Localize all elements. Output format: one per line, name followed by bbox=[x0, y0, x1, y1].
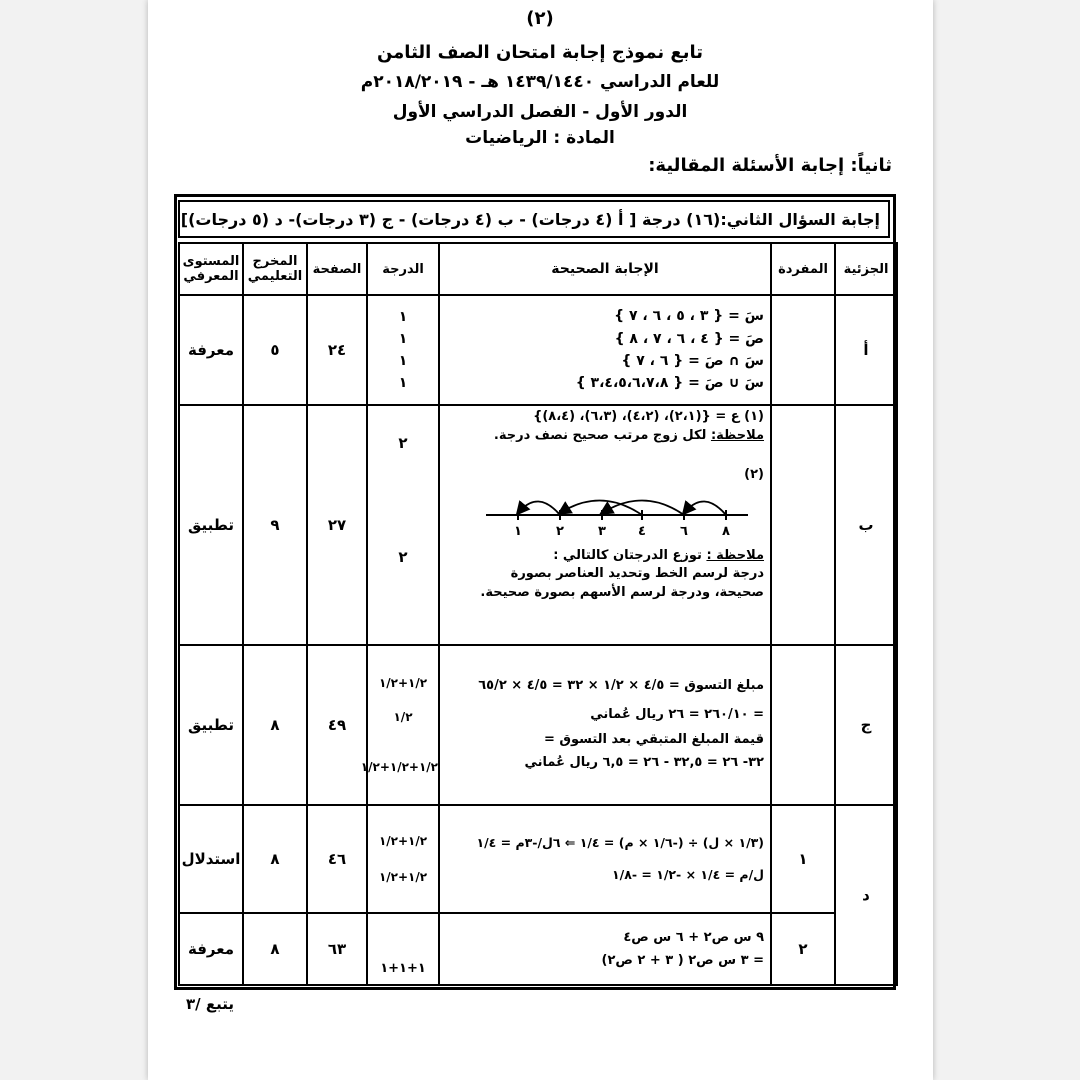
answer-cell bbox=[439, 645, 771, 805]
arrow-8-to-4 bbox=[684, 501, 726, 515]
item-cell: ١ bbox=[771, 805, 835, 913]
answer-line: قيمة المبلغ المتبقي بعد التسوق = bbox=[543, 731, 764, 747]
part-cell: ب bbox=[835, 405, 897, 645]
page-number: (٢) bbox=[526, 8, 554, 29]
part-cell: ج bbox=[835, 645, 897, 805]
grade-value: ١ bbox=[398, 331, 408, 347]
answer-line: مبلغ التسوق = ٤/٥ × ١/٢ × ٣٢ = ٤/٥ × ٦٥/٢ bbox=[478, 678, 764, 694]
grade-value: ١/٢+١/٢ bbox=[378, 834, 428, 848]
table-row bbox=[179, 913, 897, 985]
grade-value: ١ bbox=[398, 309, 408, 325]
grade-cell bbox=[367, 295, 439, 405]
number-line-label: ١ bbox=[514, 523, 522, 537]
grade-value: ١ bbox=[398, 375, 408, 391]
section-title: ثانياً: إجابة الأسئلة المقالية: bbox=[648, 155, 892, 176]
outcome-cell: ٨ bbox=[243, 645, 307, 805]
level-cell: معرفة bbox=[179, 913, 243, 985]
answer-table bbox=[178, 242, 898, 986]
number-line-label: ٢ bbox=[556, 523, 564, 537]
answer-cell bbox=[439, 405, 771, 645]
answer-line: صَ = { ٤ ، ٦ ، ٧ ، ٨ } bbox=[614, 330, 764, 347]
item-cell bbox=[771, 405, 835, 645]
col-item: المفردة bbox=[771, 243, 835, 295]
grade-value: ١/٢+١/٢ bbox=[378, 676, 428, 690]
table-header-row bbox=[179, 243, 897, 295]
number-line-label: ٦ bbox=[680, 523, 688, 537]
outcome-cell: ٩ bbox=[243, 405, 307, 645]
grade-cell bbox=[367, 405, 439, 645]
level-cell: استدلال bbox=[179, 805, 243, 913]
col-outcome: المخرج التعليمي bbox=[243, 243, 307, 295]
table-row bbox=[179, 405, 897, 645]
part-cell: أ bbox=[835, 295, 897, 405]
item-cell bbox=[771, 645, 835, 805]
level-cell: معرفة bbox=[179, 295, 243, 405]
level-cell: تطبيق bbox=[179, 645, 243, 805]
page-cell: ٢٤ bbox=[307, 295, 367, 405]
grade-cell bbox=[367, 805, 439, 913]
page-cell: ٤٦ bbox=[307, 805, 367, 913]
col-part: الجزئية bbox=[835, 243, 897, 295]
answer-line: سَ ∪ صَ = { ٣،٤،٥،٦،٧،٨ } bbox=[575, 375, 764, 392]
grade-value: ١/٢+١/٢+١/٢ bbox=[360, 760, 438, 774]
grade-value: ٢ bbox=[398, 548, 408, 566]
answer-relation: (١) ع = {(٢،١)، (٤،٢)، (٦،٣)، (٨،٤)} bbox=[533, 409, 764, 424]
page-cell: ٤٩ bbox=[307, 645, 367, 805]
answer-cell bbox=[439, 913, 771, 985]
number-line-label: ٤ bbox=[638, 523, 646, 537]
outcome-cell: ٥ bbox=[243, 295, 307, 405]
number-line-label: ٣ bbox=[598, 523, 606, 537]
col-level: المستوى المعرفي bbox=[179, 243, 243, 295]
number-line-svg bbox=[446, 485, 764, 537]
note-label: ملاحظة: bbox=[710, 427, 764, 443]
answer-line: (١/٣ × ل) ÷ (-١/٦ × م) = ١/٤ ⇐ ٦ل/-٣م = ١/٤ bbox=[476, 834, 764, 850]
answer-line: سَ ∩ صَ = { ٦ ، ٧ } bbox=[621, 353, 764, 369]
grade-cell bbox=[360, 645, 439, 805]
exam-title: تابع نموذج إجابة امتحان الصف الثامن bbox=[376, 42, 704, 63]
answer-number: (٢) bbox=[744, 466, 764, 482]
answer-line: ٩ س ص٢ + ٦ س ص٤ bbox=[623, 929, 764, 945]
answer-line: ل/م = ١/٤ × -١/٢ = -١/٨ bbox=[612, 867, 764, 882]
grade-value: ١+١+١ bbox=[380, 961, 426, 976]
outcome-cell: ٨ bbox=[243, 805, 307, 913]
grade-value: ١/٢+١/٢ bbox=[378, 870, 428, 884]
part-cell: د bbox=[835, 805, 897, 985]
answer-cell bbox=[439, 295, 771, 405]
table-row bbox=[179, 805, 897, 913]
page-cell: ٦٣ bbox=[307, 913, 367, 985]
page-cell: ٢٧ bbox=[307, 405, 367, 645]
note-label: ملاحظة : bbox=[706, 547, 764, 563]
col-page: الصفحة bbox=[307, 243, 367, 295]
item-cell bbox=[771, 295, 835, 405]
grade-value: ١/٢ bbox=[393, 710, 413, 724]
col-grade: الدرجة bbox=[367, 243, 439, 295]
note-text: توزع الدرجتان كالتالي : bbox=[553, 547, 702, 563]
answer-cell bbox=[439, 805, 771, 913]
grade-value: ١ bbox=[398, 353, 408, 369]
answer-line: = ٣ س ص٢ ( ٣ + ٢ ص٢) bbox=[601, 953, 764, 968]
number-line-diagram bbox=[446, 485, 764, 537]
answer-line: = ٢٦٠/١٠ = ٢٦ ريال عُماني bbox=[590, 706, 764, 722]
table-row bbox=[179, 645, 897, 805]
answer-line: سَ = { ٣ ، ٥ ، ٦ ، ٧ } bbox=[614, 308, 764, 325]
question-title: إجابة السؤال الثاني:(١٦) درجة [ أ (٤ درجات) - ب (٤ درجات) - ج (٣ درجات)- د (٥ درجات)] bbox=[178, 200, 890, 238]
arrow-2-to-1 bbox=[518, 501, 560, 515]
note-text: صحيحة، ودرجة لرسم الأسهم بصورة صحيحة. bbox=[480, 585, 764, 601]
exam-session: الدور الأول - الفصل الدراسي الأول bbox=[392, 102, 688, 122]
level-cell: تطبيق bbox=[179, 405, 243, 645]
item-cell: ٢ bbox=[771, 913, 835, 985]
answer-line: ٣٢- ٢٦ = ٣٢,٥ - ٢٦ = ٦,٥ ريال عُماني bbox=[524, 755, 764, 771]
continue-footer: يتبع /٣ bbox=[186, 995, 234, 1013]
outcome-cell: ٨ bbox=[243, 913, 307, 985]
subject-line: المادة : الرياضيات bbox=[465, 128, 615, 148]
number-line-label: ٨ bbox=[722, 523, 730, 537]
grade-cell bbox=[367, 913, 439, 985]
table-row bbox=[179, 295, 897, 405]
note-text: لكل زوج مرتب صحيح نصف درجة. bbox=[493, 427, 707, 443]
grade-value: ٢ bbox=[398, 434, 408, 452]
col-answer: الإجابة الصحيحة bbox=[439, 243, 771, 295]
note-text: درجة لرسم الخط وتحديد العناصر بصورة bbox=[510, 566, 764, 582]
academic-year: للعام الدراسي ١٤٣٩/١٤٤٠ هـ - ٢٠١٨/٢٠١٩م bbox=[360, 72, 720, 92]
